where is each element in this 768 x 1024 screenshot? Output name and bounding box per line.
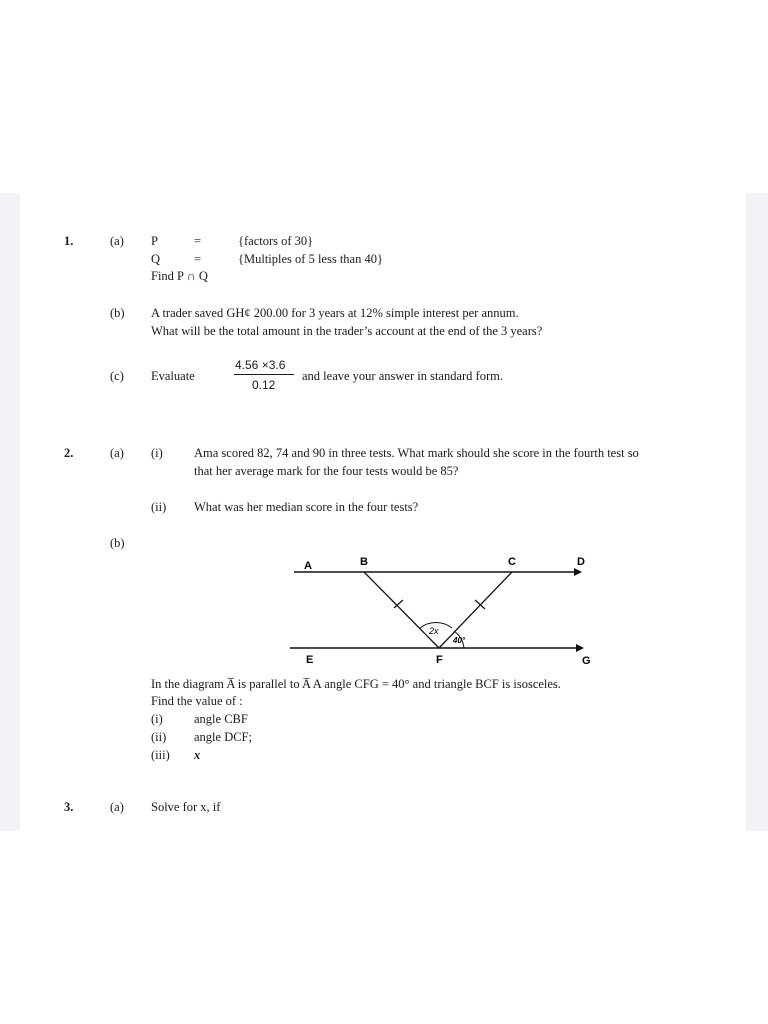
parallel-lines-diagram [290, 548, 610, 670]
q1b-line-2: What will be the total amount in the trader’s account at the end of the 3 years? [151, 324, 543, 338]
q2a-label: (a) [110, 446, 124, 460]
q2b-i-text: angle CBF [194, 712, 248, 726]
point-label-g: G [582, 655, 591, 667]
point-label-b: B [360, 556, 368, 568]
q2b-statement: In the diagram A̅ is parallel to A̅ A angle CFG = 40° and triangle BCF is isosceles. [151, 677, 561, 691]
q1c-evaluate: Evaluate [151, 369, 195, 383]
set-p-name: P [151, 234, 158, 248]
point-label-d: D [577, 556, 585, 568]
point-label-f: F [436, 654, 443, 666]
segment-bf [364, 572, 439, 648]
q2b-i-label: (i) [151, 712, 163, 726]
arrowhead-g [576, 644, 584, 652]
fraction-denominator: 0.12 [252, 378, 276, 392]
q1c-instruction: and leave your answer in standard form. [302, 369, 503, 383]
document-viewer-background [0, 193, 768, 831]
q2b-ii-label: (ii) [151, 730, 167, 744]
q2b-label: (b) [110, 536, 125, 550]
set-q-name: Q [151, 252, 161, 266]
point-label-a: A [304, 560, 312, 572]
point-label-e: E [306, 654, 314, 666]
q2b-ii-text: angle DCF; [194, 730, 252, 744]
q1c-label: (c) [110, 369, 124, 383]
q2a-ii-text: What was her median score in the four tests? [194, 500, 419, 514]
set-q-definition: {Multiples of 5 less than 40} [238, 252, 383, 266]
angle-label-40: 40° [453, 636, 466, 645]
set-p-definition: {factors of 30} [238, 234, 314, 248]
q1b-label: (b) [110, 306, 125, 320]
fraction-bar [234, 374, 294, 375]
q2a-i-label: (i) [151, 446, 163, 460]
q1a-label: (a) [110, 234, 124, 248]
arrowhead-d [574, 568, 582, 576]
question-1-number: 1. [64, 234, 74, 248]
q2b-iii-label: (iii) [151, 748, 170, 762]
q3a-text: Solve for x, if [151, 800, 221, 814]
q2a-i-line-2: that her average mark for the four tests would be 85? [194, 464, 459, 478]
angle-label-2x: 2x [429, 626, 439, 636]
set-p-equals: = [194, 234, 202, 248]
segment-cf [439, 572, 512, 648]
q2a-i-line-1: Ama scored 82, 74 and 90 in three tests. What mark should she score in the fourth test so [194, 446, 639, 460]
question-3-number: 3. [64, 800, 74, 814]
q2a-ii-label: (ii) [151, 500, 167, 514]
document-page [20, 193, 746, 831]
set-q-equals: = [194, 252, 202, 266]
question-2-number: 2. [64, 446, 74, 460]
q1a-find: Find P ∩ Q [151, 269, 208, 283]
fraction-numerator: 4.56 ×3.6 [235, 358, 286, 372]
point-label-c: C [508, 556, 516, 568]
q2b-find: Find the value of : [151, 694, 243, 708]
q1b-line-1: A trader saved GH¢ 200.00 for 3 years at 12% simple interest per annum. [151, 306, 519, 320]
q2b-iii-text: x [194, 748, 201, 762]
q3a-label: (a) [110, 800, 124, 814]
